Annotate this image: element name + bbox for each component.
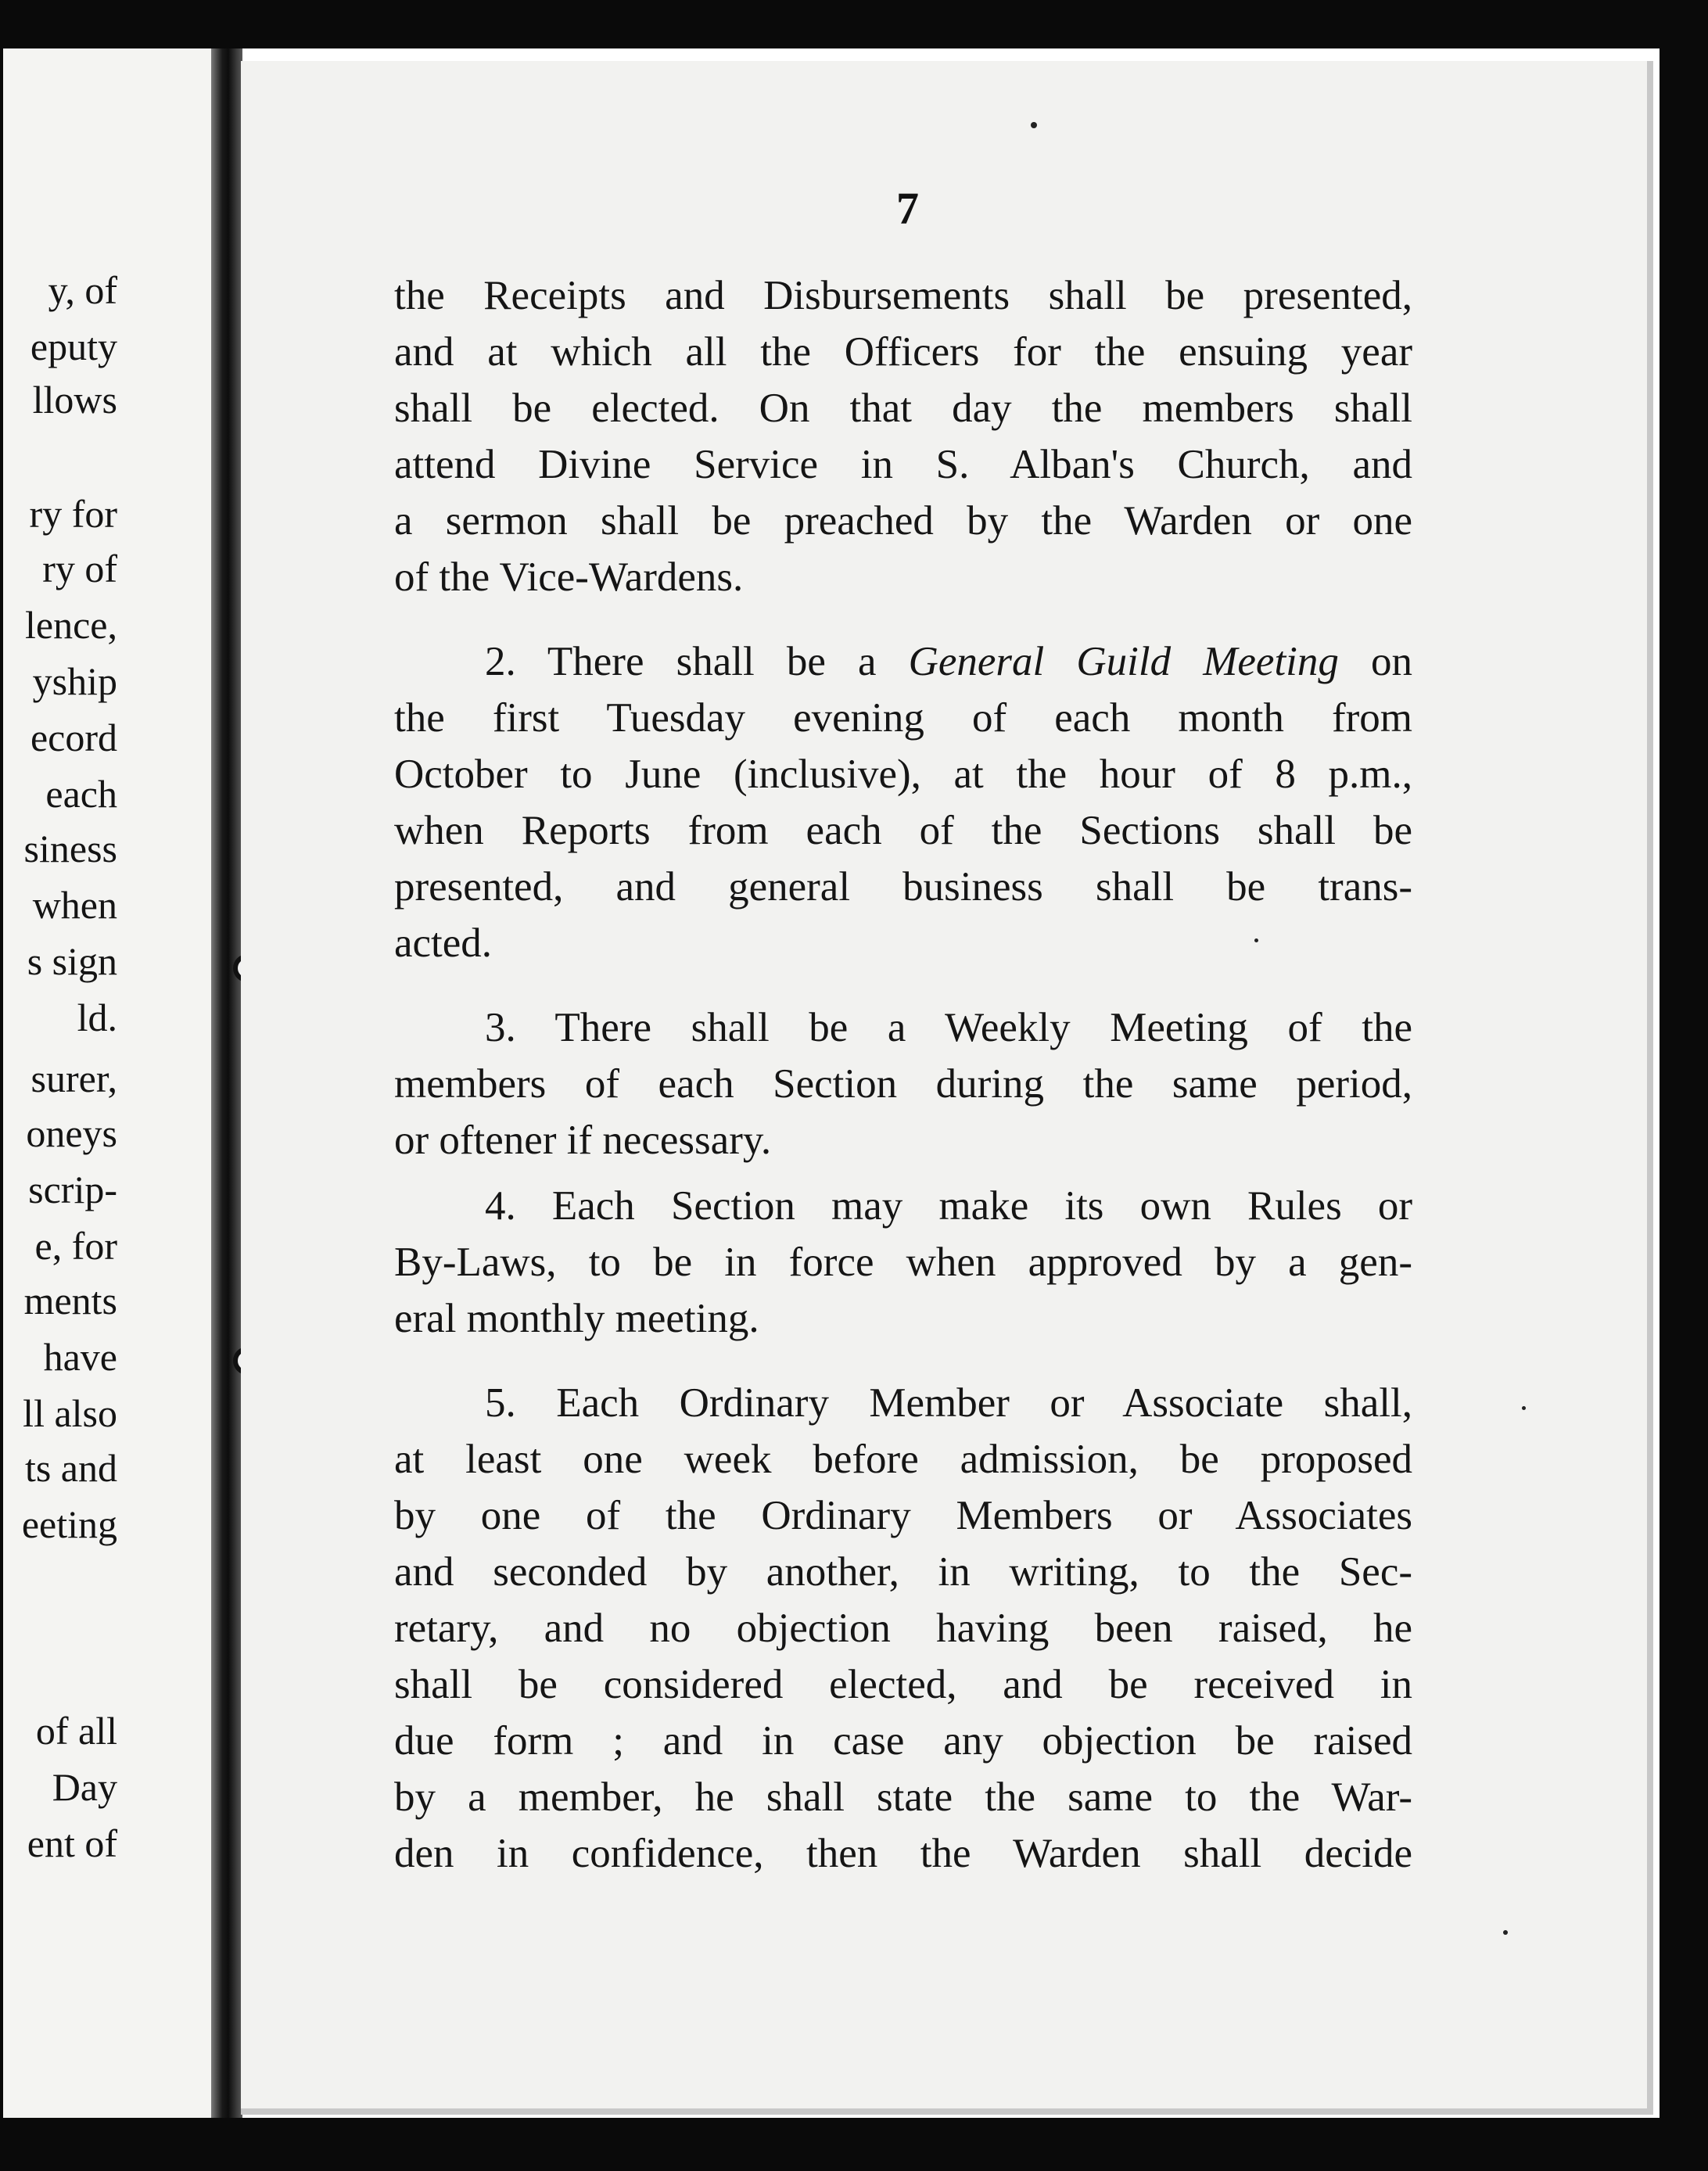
text-line (394, 633, 1412, 690)
text-line: By-Laws, to be in force when approved by a gen- (394, 1240, 1412, 1285)
paragraph (394, 1375, 1412, 1882)
left-fragment: when (32, 883, 117, 927)
body-text (394, 267, 1412, 1882)
text-line: den in confidence, then the Warden shall decide (394, 1831, 1412, 1876)
text-line: the first Tuesday evening of each month from (394, 695, 1412, 741)
text-line: 5. Each Ordinary Member or Associate shall, (485, 1380, 1412, 1426)
left-fragment: ry for (29, 492, 117, 536)
left-fragment: ecord (30, 716, 117, 759)
film-border-top (0, 0, 1708, 48)
left-facing-page (3, 48, 216, 2118)
left-fragment: y, of (48, 268, 117, 312)
text-line: by one of the Ordinary Members or Associates (394, 1493, 1412, 1538)
paragraph (394, 633, 1412, 971)
left-fragment: eputy (30, 325, 117, 368)
left-fragment: ments (23, 1279, 117, 1322)
left-fragment: ts and (24, 1446, 117, 1490)
text-line: retary, and no objection having been raised, he (394, 1606, 1412, 1651)
text-line: 3. There shall be a Weekly Meeting of the (485, 1005, 1412, 1050)
text-line: presented, and general business shall be trans- (394, 864, 1412, 910)
left-fragment: scrip- (28, 1168, 117, 1211)
italic-phrase: General Guild Meeting (908, 639, 1339, 684)
text-line: of the Vice-Wardens. (394, 554, 744, 600)
left-fragment: ld. (77, 996, 117, 1039)
film-border-right (1660, 0, 1708, 2171)
left-fragment: ry of (42, 547, 117, 590)
speck (1031, 122, 1037, 128)
text-line: due form ; and in case any objection be raised (394, 1718, 1412, 1764)
text-segment: 2. There shall be a (485, 639, 909, 684)
left-fragment: s sign (27, 939, 117, 983)
text-line: attend Divine Service in S. Alban's Church, and (394, 442, 1412, 487)
paragraph (394, 1178, 1412, 1347)
paragraph (394, 999, 1412, 1168)
left-fragment: e, for (34, 1224, 117, 1268)
text-line: acted. (394, 920, 493, 966)
left-fragment: yship (32, 659, 117, 703)
text-line: and at which all the Officers for the ensuing year (394, 329, 1412, 375)
text-line: at least one week before admission, be proposed (394, 1437, 1412, 1482)
page-number: 7 (896, 183, 919, 234)
left-fragment: surer, (30, 1057, 117, 1100)
binding-gutter (211, 48, 242, 2118)
text-line: shall be elected. On that day the members shall (394, 386, 1412, 431)
left-fragment: eeting (21, 1502, 117, 1546)
left-fragment: oneys (26, 1111, 117, 1155)
text-line: or oftener if necessary. (394, 1118, 772, 1163)
left-fragment: Day (52, 1765, 117, 1809)
text-line: shall be considered elected, and be received in (394, 1662, 1412, 1707)
text-line: and seconded by another, in writing, to the Sec- (394, 1549, 1412, 1595)
text-line: when Reports from each of the Sections shall be (394, 808, 1412, 853)
left-fragment: lence, (25, 603, 117, 647)
left-fragment: siness (23, 827, 117, 870)
text-line: the Receipts and Disbursements shall be presented, (394, 273, 1412, 318)
speck (1503, 1930, 1508, 1935)
text-line: by a member, he shall state the same to the War- (394, 1774, 1412, 1820)
speck (1254, 938, 1258, 942)
paragraph (394, 267, 1412, 605)
left-fragment: each (45, 772, 117, 816)
left-fragment: llows (32, 378, 117, 422)
text-segment: on (1338, 639, 1413, 684)
left-fragment: of all (35, 1709, 117, 1753)
text-line: eral monthly meeting. (394, 1296, 759, 1341)
left-fragment: have (43, 1335, 117, 1379)
text-line: members of each Section during the same period, (394, 1061, 1412, 1107)
text-line: October to June (inclusive), at the hour of 8 p.m., (394, 752, 1412, 797)
left-fragment: ent of (27, 1821, 117, 1865)
film-border-bottom (0, 2118, 1708, 2171)
text-line: 4. Each Section may make its own Rules or (485, 1183, 1412, 1229)
speck (1522, 1406, 1526, 1410)
left-fragment: ll also (23, 1391, 117, 1435)
text-line: a sermon shall be preached by the Warden or one (394, 498, 1412, 544)
